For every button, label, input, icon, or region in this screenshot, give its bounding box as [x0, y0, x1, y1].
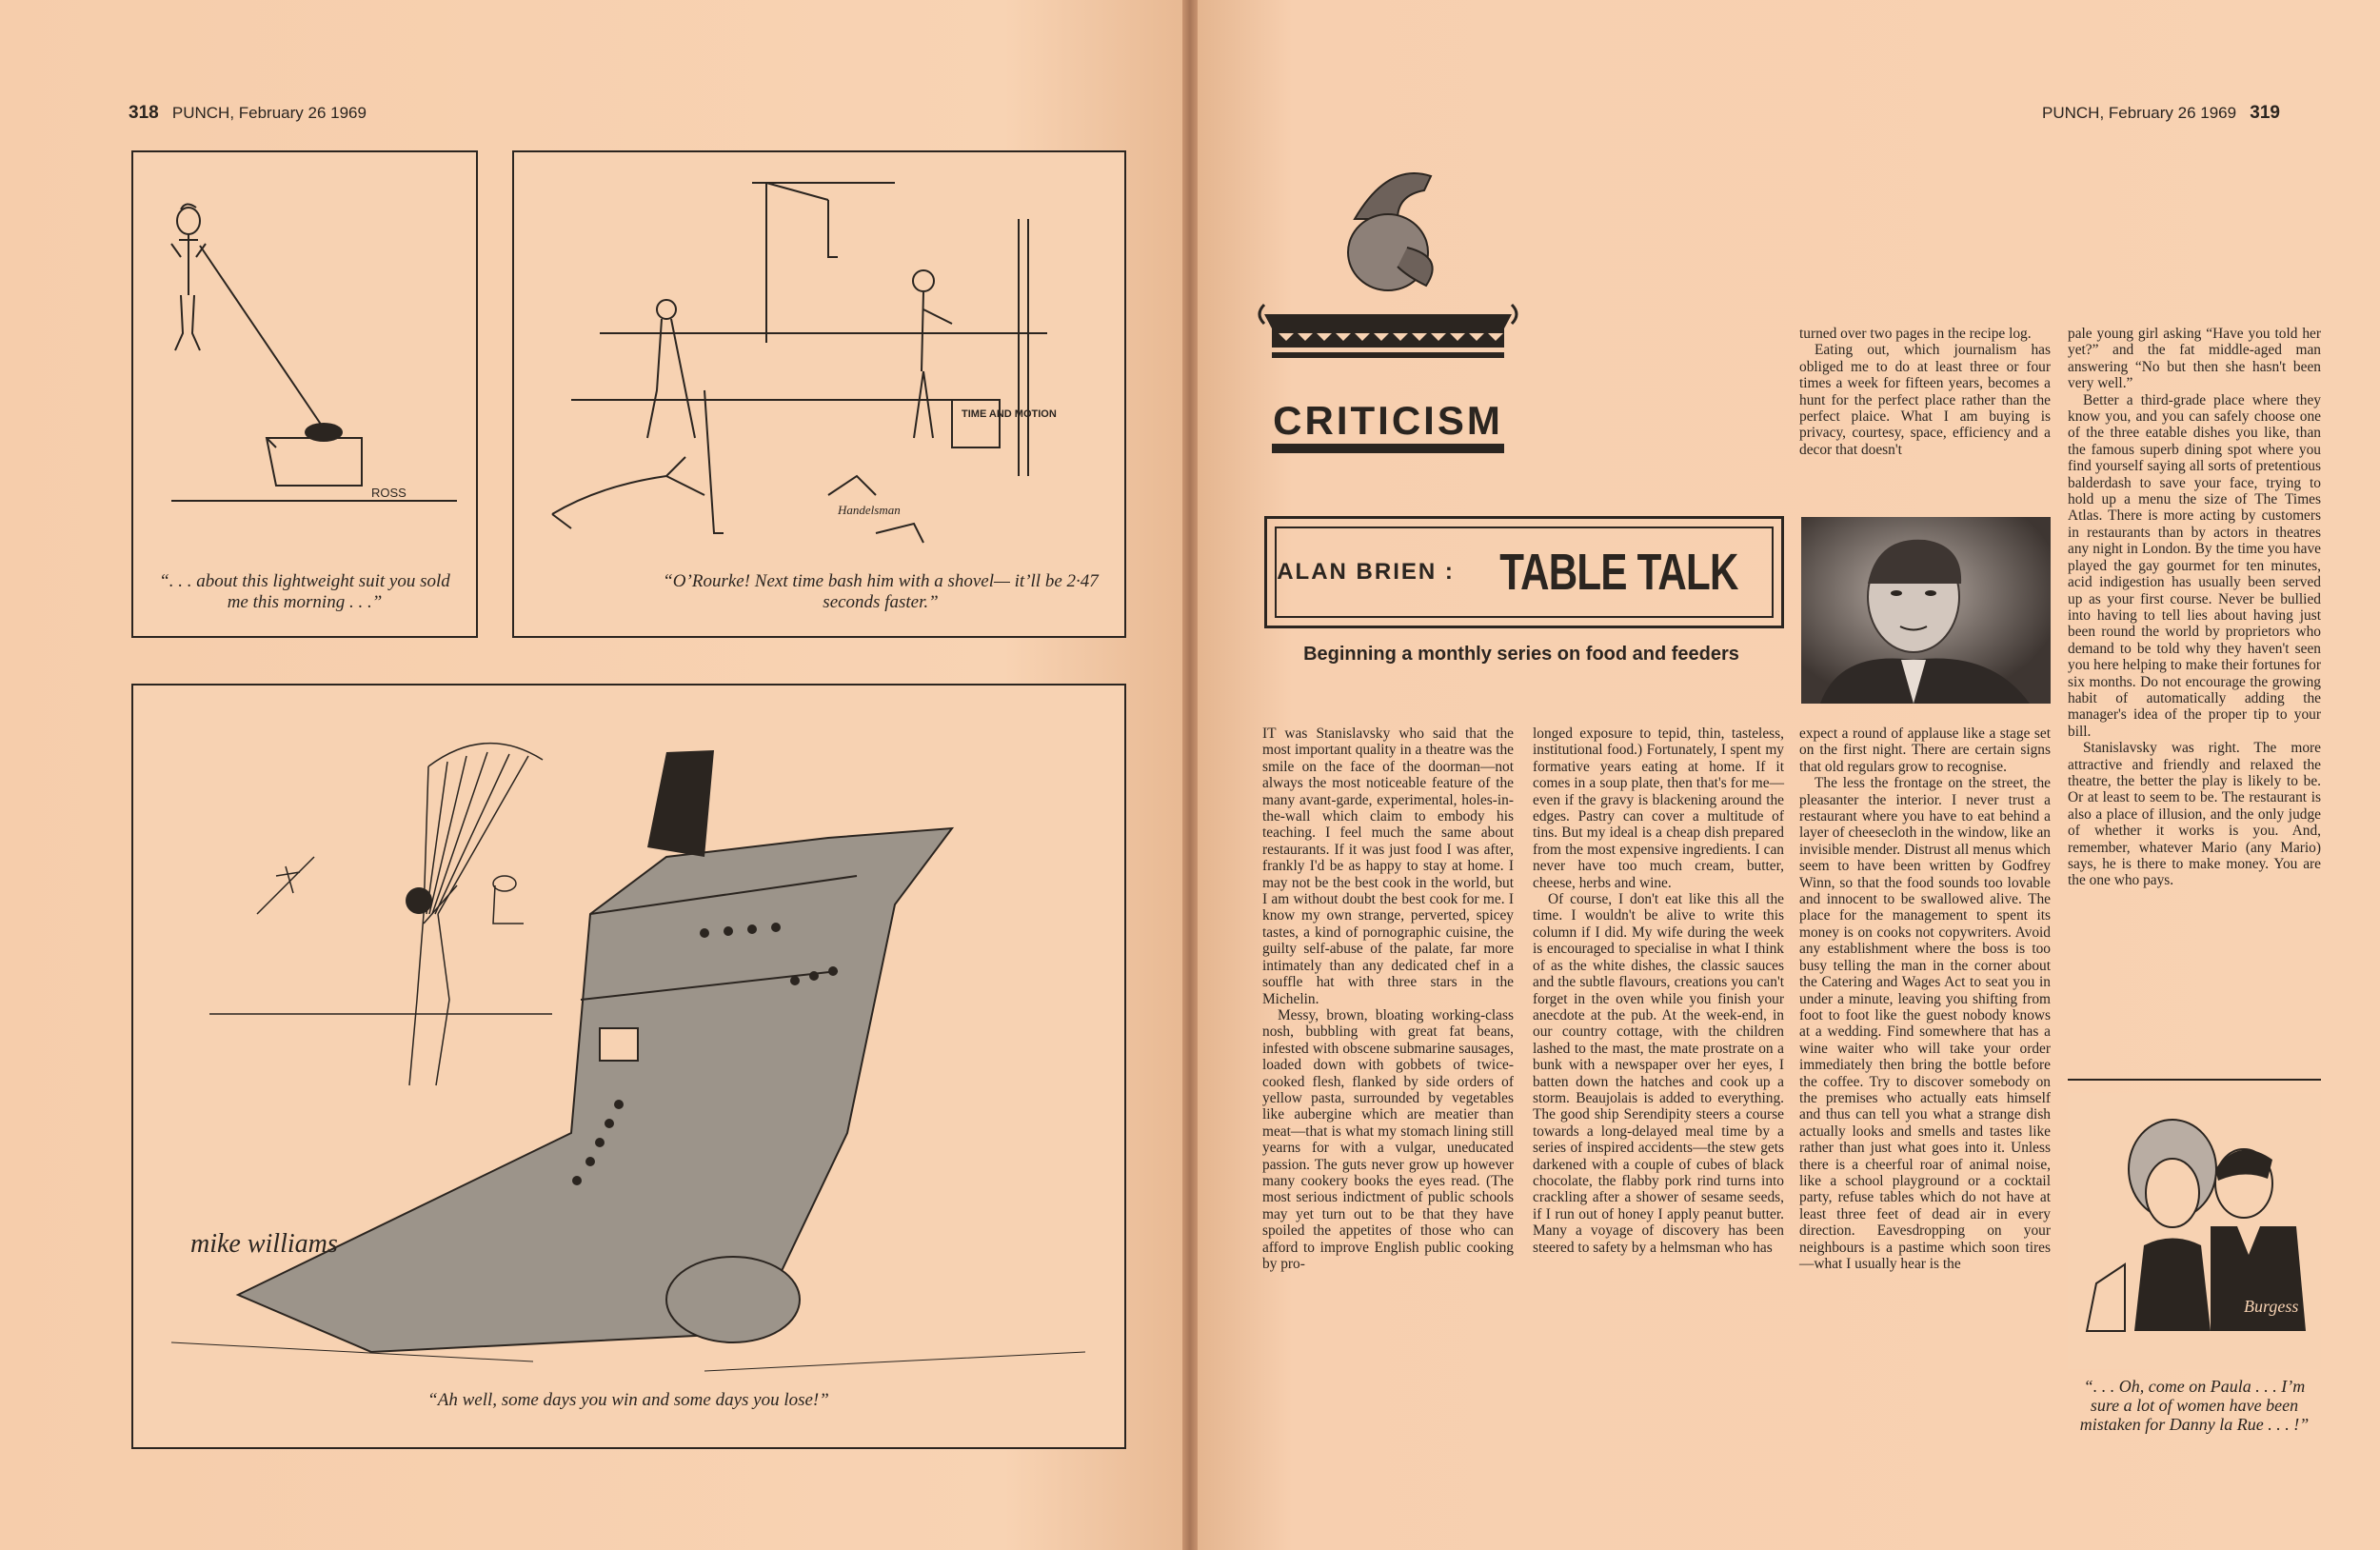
section-title: CRITICISM — [1273, 398, 1503, 443]
paragraph: Messy, brown, bloating working-class nosh, bubbling with great fat beans, infested with obscene submarine sausages, loaded down with gobbets of twice-cooked flesh, flanked by side orders of yellow pasta, surrounded by vegetables like aubergine which are meatier than meat—that is what my stomach lining still yearns for with a vulgar, uneducated passion. The guts never grow up however many cookery books the eyes read. (The most serious indictment of public schools may yet turn out to be that they have spoiled the appetites of those who can afford to improve English public cooking by pro- — [1262, 1006, 1514, 1272]
article-title: TABLE TALK — [1499, 544, 1738, 601]
paragraph: Of course, I don't eat like this all the time. I wouldn't be alive to write this column if I did. My wife during the week is encouraged to specialise in what I think of as the white dishes, the classic sauces and the subtle flavours, creations you can't forget in the oven while you finish your anecdote at the pub. At the week-end, in our country cottage, with the children lashed to the mast, the mate prostrate on a bunk with a newspaper over her eyes, I batten down the hatches and cook up a storm. Beaujolais is added to everything. The good ship Serendipity steers a course towards a long-delayed meal time by a series of inspired accidents—the stew gets darkened with a couple of cubes of black chocolate, the flabby pork rind turns into crackling after a shower of sesame seeds, if I run out of honey I apply peanut butter. Many a voyage of discovery has been steered to safety by a helmsman who has — [1533, 891, 1784, 1256]
article-column-4 — [2068, 326, 2321, 889]
page-number: 318 — [129, 103, 159, 123]
cartoon-1-signature: ROSS — [371, 486, 407, 500]
article-column-3-bottom — [1799, 725, 2051, 1272]
column-rule — [2068, 1079, 2321, 1081]
cartoon-2-sign: TIME AND MOTION — [962, 408, 1057, 420]
paragraph: pale young girl asking “Have you told her yet?” and the fat middle-aged man answering “No but then she hasn't been very well.” — [2068, 326, 2321, 392]
cartoon-3-frame — [131, 684, 1126, 1449]
cartoon-3-caption: “Ah well, some days you win and some days you lose!” — [427, 1390, 829, 1410]
paragraph: Eating out, which journalism has obliged me to do at least three or four times a week for fifteen years, becomes a hunt for the perfect place rather than the perfect plaice. What I am buying is privacy, courtesy, space, efficiency and a decor that doesn't — [1799, 342, 2051, 458]
cartoon-4-drawing — [2068, 1093, 2321, 1369]
article-column-1 — [1262, 725, 1514, 1272]
article-column-3-top — [1799, 326, 2051, 458]
cartoon-1-frame — [131, 150, 478, 638]
cartoon-2-drawing — [514, 152, 1124, 636]
cartoon-2-caption: “O’Rourke! Next time bash him with a shovel— it’ll be 2·47 seconds faster.” — [663, 571, 1099, 612]
gutter — [1182, 0, 1198, 1550]
right-folio — [2042, 103, 2280, 124]
paragraph: expect a round of applause like a stage set on the first night. There are certain signs that old regulars grow to recognise. — [1799, 725, 2051, 775]
page-number: 319 — [2250, 103, 2280, 123]
cartoon-3-signature: mike williams — [190, 1229, 338, 1259]
author-photo — [1801, 517, 2051, 704]
article-column-2 — [1533, 725, 1784, 1256]
article-author: ALAN BRIEN : — [1277, 559, 1455, 585]
article-subtitle: Beginning a monthly series on food and feeders — [1303, 644, 1739, 665]
cartoon-1-caption: “. . . about this lightweight suit you sold me this morning . . .” — [159, 571, 450, 612]
paragraph: turned over two pages in the recipe log. — [1799, 326, 2032, 342]
cartoon-2-signature: Handelsman — [838, 503, 901, 517]
left-page — [0, 0, 1182, 1550]
article-title-box — [1264, 516, 1784, 628]
paragraph: IT was Stanislavsky who said that the most important quality in a theatre was the smile on the face of the doorman—not always the most noticeable feature of the many avant-garde, experimental, holes-in-the-wall which claim to embody his teaching. I feel much the same about restaurants. If it was just food I was after, frankly I'd be as happy to stay at home. I may not be the best cook in the world, but I am without doubt the best cook for me. I know my own strange, perverted, spicey tastes, a kind of pornographic cuisine, the guilty self-abuse of the palate, far more intimately than any dedicated chef in a souffle hat with three stars in the Michelin. — [1262, 725, 1514, 1007]
cartoon-4-signature: Burgess — [2244, 1297, 2299, 1316]
cartoon-3-drawing — [133, 686, 1124, 1447]
paragraph: Stanislavsky was right. The more attractive and friendly and relaxed the theatre, the better the play is likely to be. Or at least to seem to be. The restaurant is also a place of illusion, and the only judge of whether it works is you. And, remember, whatever Mario (any Mario) says, he is there to make money. You are the one who pays. — [2068, 740, 2321, 889]
left-folio — [129, 103, 367, 124]
paragraph: longed exposure to tepid, thin, tasteless, institutional food.) Fortunately, I spent my formative years eating at home. If it comes in a soup plate, then that's for me—even if the gravy is blackening around the edges. Pastry can cover a multitude of tins. But my ideal is a cheap dish prepared from the most expensive ingredients. I can never have too much cream, butter, cheese, herbs and wine. — [1533, 725, 1784, 891]
paragraph: The less the frontage on the street, the pleasanter the interior. I never trust a restaurant where you have to eat behind a layer of cheesecloth in the window, like an invisible mender. Distrust all menus which seem to have been written by Godfrey Winn, so that the food sounds too lovable and innocent to be swallowed alive. The place for the management to spent its money is on cooks not copywriters. Avoid any establishment where the boss is too busy telling the man in the corner about the Catering and Wages Act to seat you in under a minute, leaving you shifting from foot to foot like the guest nobody knows at a wedding. Find somewhere that has a wine waiter who will take your order immediately then bring the bottle before the coffee. Try to discover somebody on the premises who actually eats himself and thus can tell you what a strange dish actually looks and smells and tastes like rather than just what goes into it. Unless there is a cheerful roar of animal noise, like a school playground or a cocktail party, refuse tables which do not have at least three feet of dead air in every direction. Eavesdropping on your neighbours is a pastime which soon tires—what I usually hear is the — [1799, 775, 2051, 1272]
cartoon-1-drawing — [133, 152, 476, 636]
right-page — [1198, 0, 2380, 1550]
cartoon-4-caption: “. . . Oh, come on Paula . . . I’m sure a lot of women have been mistaken for Danny la Rue . . . !” — [2079, 1377, 2310, 1434]
running-header: PUNCH, February 26 1969 — [2042, 104, 2237, 122]
cartoon-2-frame — [512, 150, 1126, 638]
paragraph: Better a third-grade place where they know you, and you can safely choose one of the three eatable dishes you like, than the famous superb dining spot where you find yourself saying all sorts of pretentious balderdash to save your face, trying to hold up a menu the size of The Times Atlas. There is more acting by customers in restaurants than by actors in theatres any night in London. By the time you have played the gay gourmet for ten minutes, acid indigestion has usually been served up as your first course. Never be bullied into having to tell lies about having just been round the world by proprietors who demand to be told why they haven't seen you here helping to make their fortunes for six months. Do not encourage the growing habit of automatically adding the manager's idea of the proper tip to your bill. — [2068, 391, 2321, 740]
running-header: PUNCH, February 26 1969 — [171, 104, 367, 122]
